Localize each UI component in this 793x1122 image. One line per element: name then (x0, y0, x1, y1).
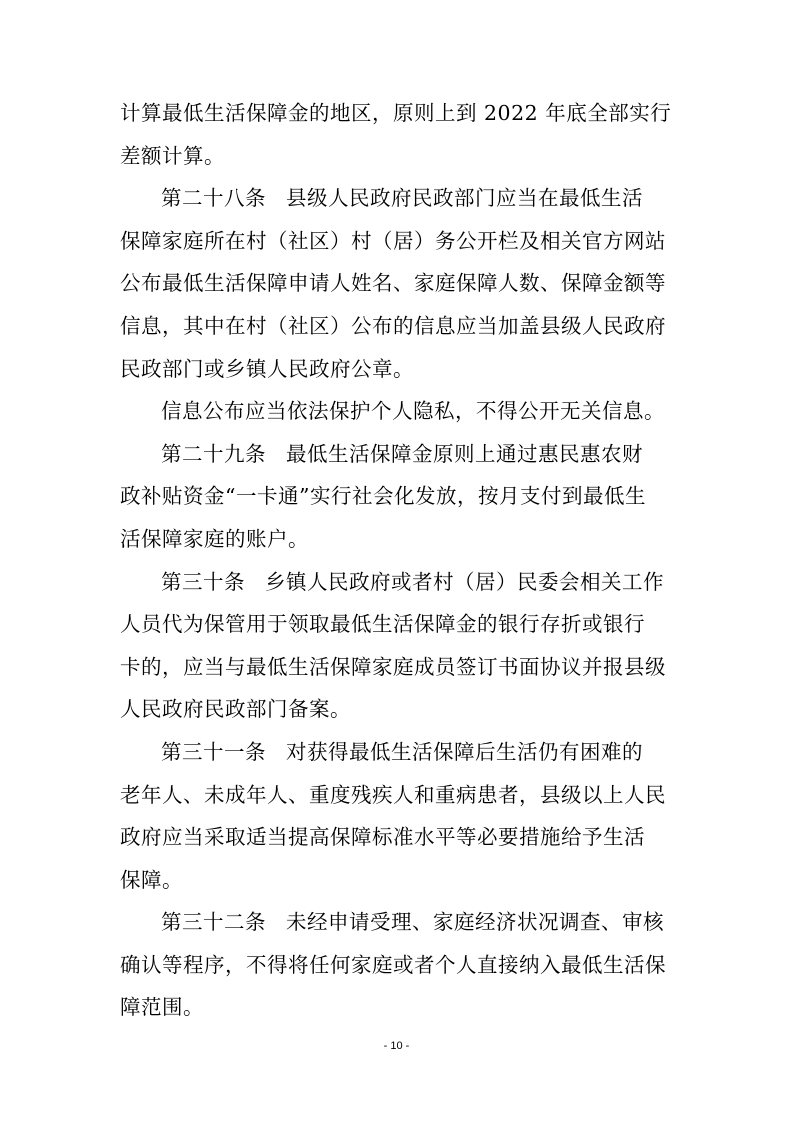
article-text: 乡镇人民政府或者村（居）民委会相关工作 (265, 569, 664, 594)
article-heading: 第二十九条 (161, 441, 266, 466)
article-32-first-line (120, 901, 675, 944)
text-line: 活保障家庭的账户。 (120, 526, 309, 551)
text-line: 保障家庭所在村（社区）村（居）务公开栏及相关官方网站 (120, 228, 666, 253)
article-28-first-line (120, 177, 675, 220)
text-line: 确认等程序，不得将任何家庭或者个人直接纳入最低生活保 (120, 952, 666, 977)
article-heading: 第三十二条 (161, 910, 266, 935)
text-line: 卡的，应当与最低生活保障家庭成员签订书面协议并报县级 (120, 654, 666, 679)
text-line: 保障。 (120, 867, 183, 892)
text-line: 计算最低生活保障金的地区，原则上到 2022 年底全部实行 (120, 101, 672, 125)
text-line: 公布最低生活保障申请人姓名、家庭保障人数、保障金额等 (120, 271, 666, 296)
article-heading: 第二十八条 (161, 186, 266, 211)
article-text: 最低生活保障金原则上通过惠民惠农财 (286, 441, 643, 466)
text-line: 信息，其中在村（社区）公布的信息应当加盖县级人民政府 (120, 313, 666, 338)
text-line: 政补贴资金“一卡通”实行社会化发放，按月支付到最低生 (120, 484, 646, 509)
text-line: 民政部门或乡镇人民政府公章。 (120, 356, 414, 381)
text-line: 人民政府民政部门备案。 (120, 697, 351, 722)
text-line: 人员代为保管用于领取最低生活保障金的银行存折或银行 (120, 612, 645, 637)
article-29-first-line (120, 433, 675, 476)
document-body (120, 92, 675, 1029)
article-text: 县级人民政府民政部门应当在最低生活 (286, 186, 643, 211)
article-heading: 第三十条 (161, 569, 245, 594)
text-line: 政府应当采取适当提高保障标准水平等必要措施给予生活 (120, 825, 645, 850)
text-line: 老年人、未成年人、重度残疾人和重病患者，县级以上人民 (120, 782, 666, 807)
paragraph-first-line: 信息公布应当依法保护个人隐私，不得公开无关信息。 (161, 399, 665, 424)
article-30-first-line (120, 561, 675, 604)
article-31-first-line (120, 731, 675, 774)
article-text: 对获得最低生活保障后生活仍有困难的 (286, 739, 643, 764)
article-text: 未经申请受理、家庭经济状况调查、审核 (286, 910, 664, 935)
text-line: 差额计算。 (120, 143, 225, 168)
article-heading: 第三十一条 (161, 739, 266, 764)
page-number: - 10 - (383, 1040, 410, 1052)
text-line: 障范围。 (120, 995, 204, 1020)
